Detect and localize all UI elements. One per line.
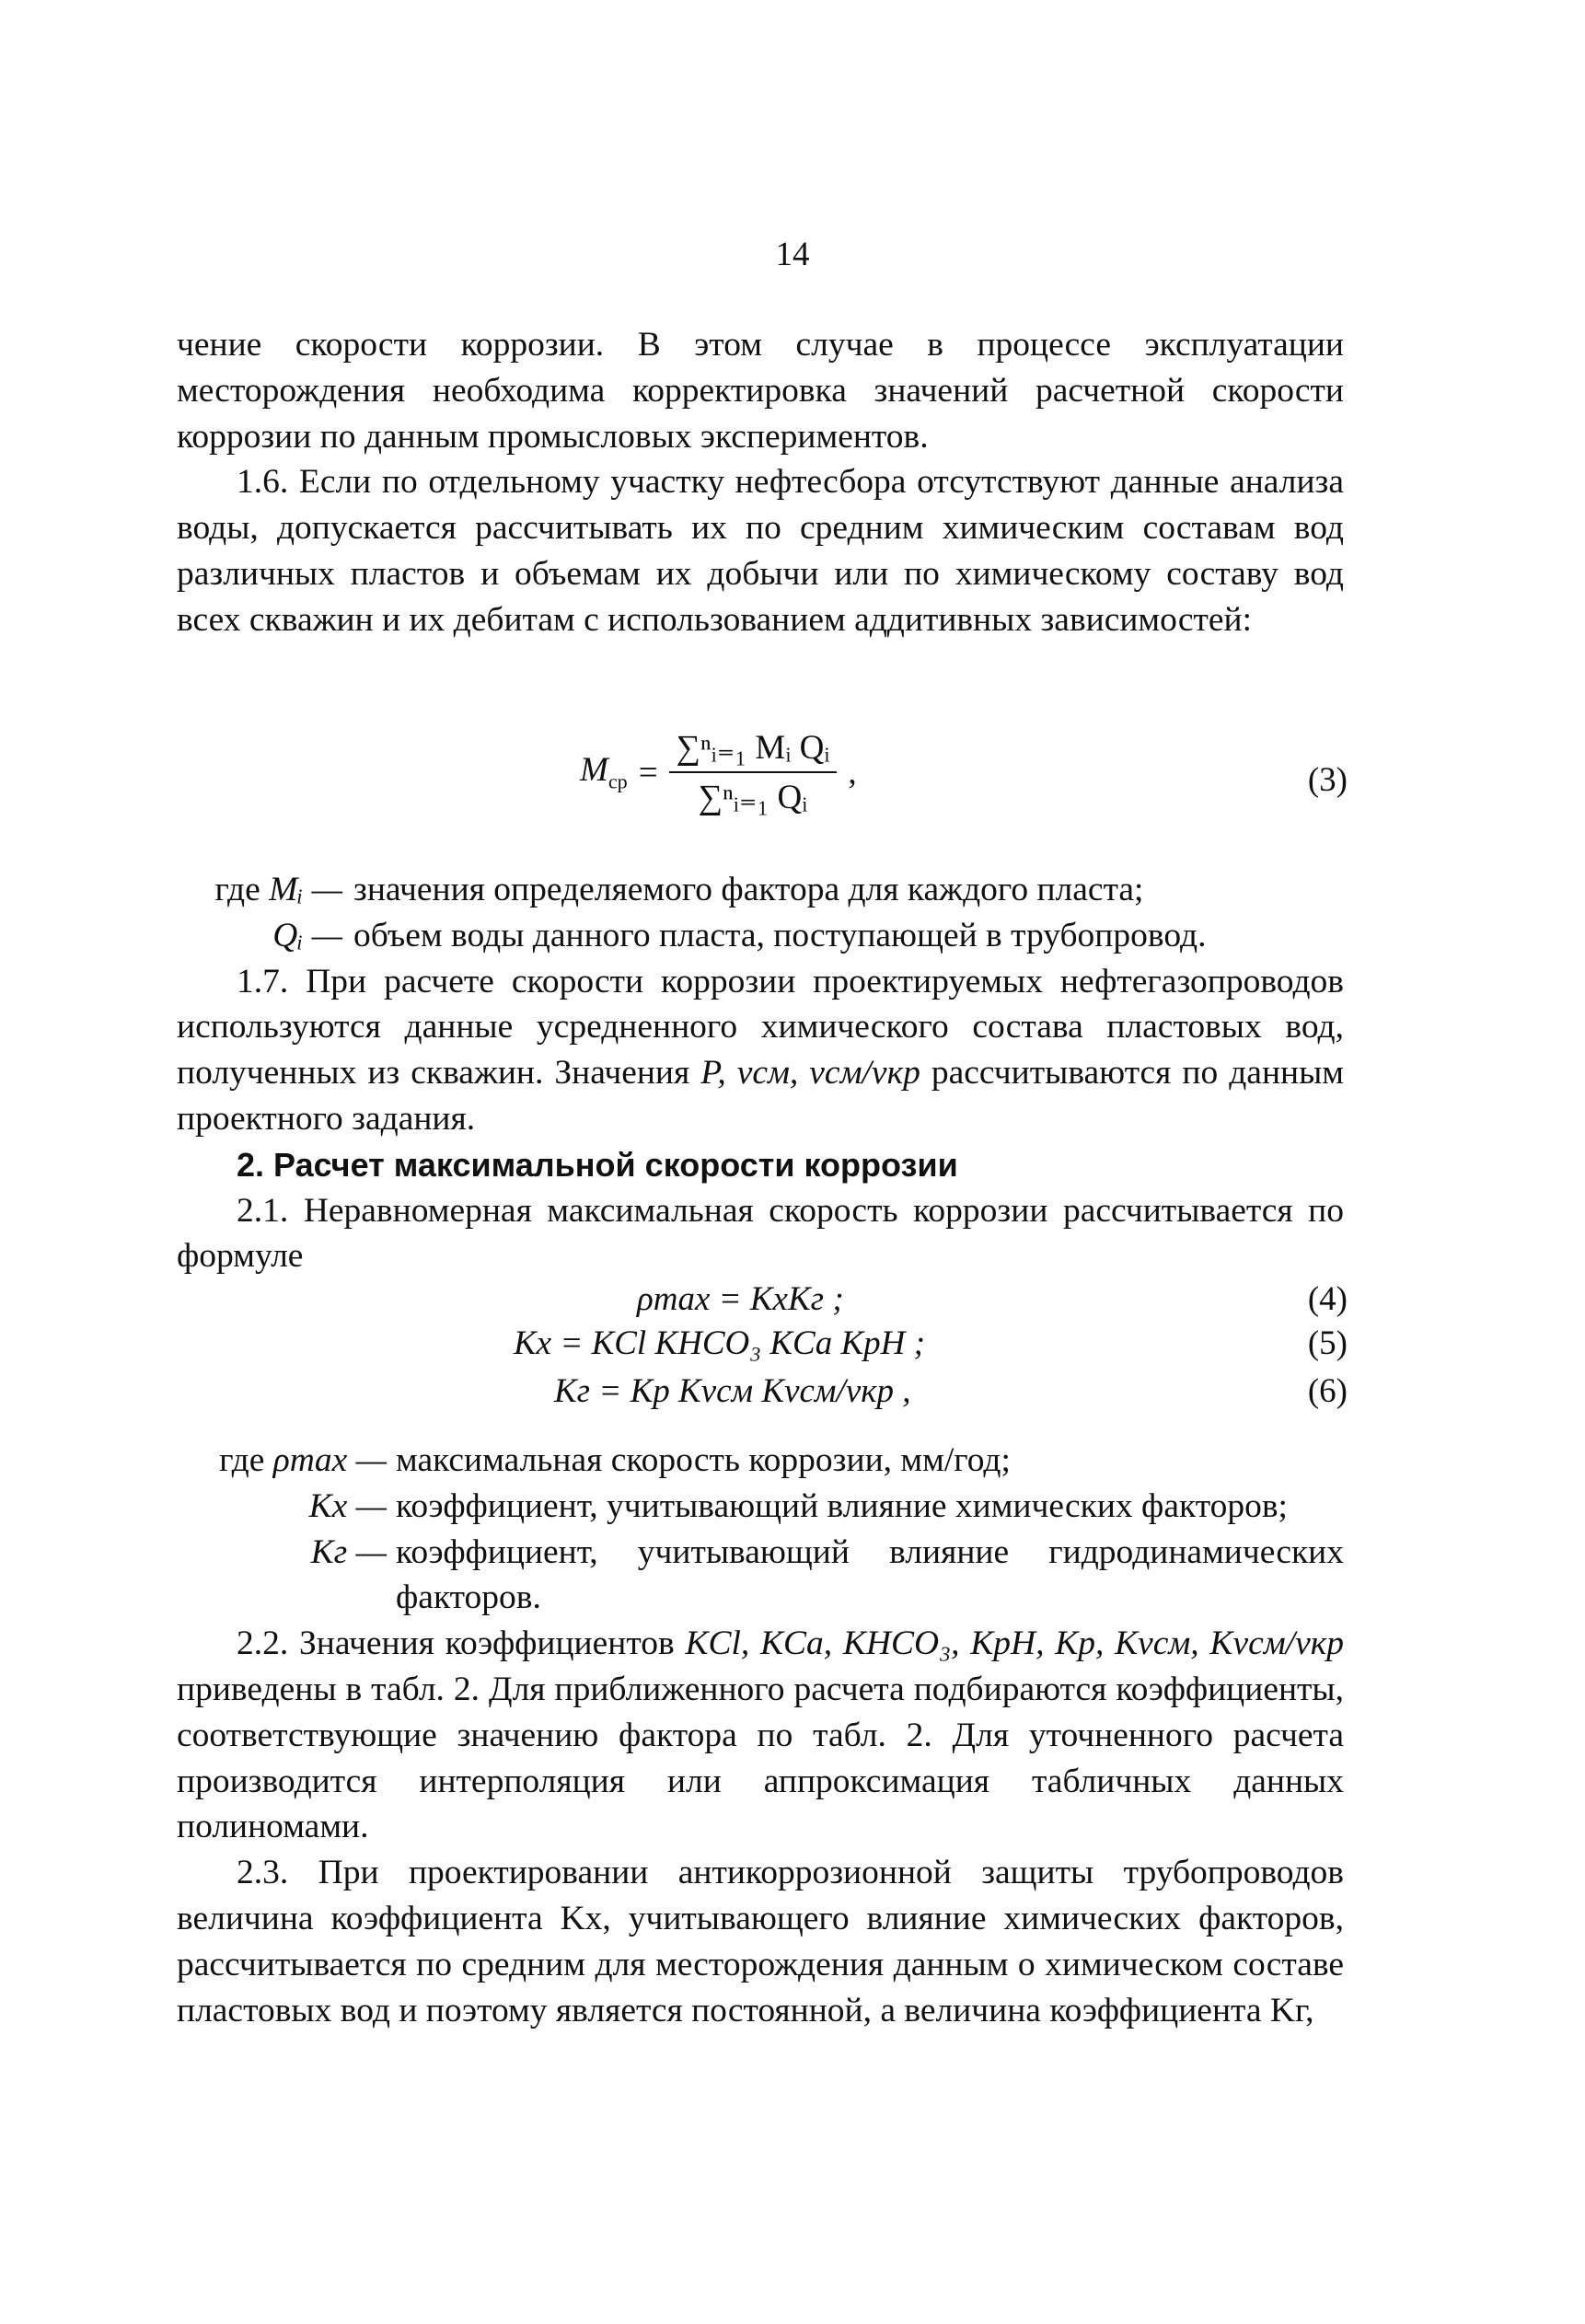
paragraph-text: приведены в табл. 2. Для приближенного расчета подбираются коэффициенты, соответствующие значению фактора по табл. 2. Для уточненного расчета производится интерполяция или аппроксимация табличных данных полиномами. [177, 1670, 1344, 1846]
text-block-top [177, 322, 1344, 643]
definition-symbol: Kх — [308, 1486, 387, 1525]
paragraph-number: 2.3. [237, 1854, 289, 1892]
definition-m [177, 867, 1344, 913]
page-number: 14 [775, 236, 810, 273]
definition-text: объем воды данного пласта, поступающей в трубопровод. [353, 916, 1207, 954]
paragraph-text: При расчете скорости коррозии проектируемых нефтегазопроводов используются данные усредненного химического состава пластовых вод, полученных из скважин. Значения [177, 962, 1345, 1093]
paragraph-text-tail: рассчитываются по данным проектного задания. [177, 1054, 1345, 1138]
definition-kg [177, 1530, 1344, 1622]
paragraph-2-2 [177, 1621, 1344, 1850]
definition-symbol: Kг — [310, 1532, 387, 1571]
paragraph-number: 1.6. [237, 463, 289, 502]
formula-equals: = [638, 753, 658, 792]
paragraph-2-1 [177, 1188, 1344, 1280]
paragraph-number: 2.2. [237, 1624, 289, 1663]
paragraph-2-3 [177, 1850, 1344, 2033]
formula-text: Kг = Kр Kvсм Kvсм/vкр , [554, 1372, 911, 1410]
definition-text: значения определяемого фактора для каждого пласта; [353, 871, 1144, 908]
formula-fraction [669, 727, 838, 817]
paragraph-variables: P, vсм, vсм/vкр [700, 1054, 920, 1093]
definition-text: коэффициент, учитывающий влияние гидродинамических факторов. [396, 1532, 1344, 1617]
formula-text: ρmax = KхKг ; [637, 1280, 844, 1318]
definition-q [177, 913, 1344, 959]
formula-number: (6) [1307, 1372, 1348, 1410]
text-block-bottom [177, 1438, 1344, 2033]
paragraph-1-7 [177, 959, 1344, 1142]
section-heading: 2. Расчет максимальной скорости коррозии [237, 1145, 958, 1184]
fraction-denominator: ∑ⁿᵢ₌₁ Qᵢ [698, 779, 808, 816]
definition-rho [177, 1438, 1344, 1484]
formula-lhs: $M_{ср}$ [580, 751, 628, 793]
formula-number: (3) [1307, 761, 1348, 799]
formula-number: (4) [1307, 1280, 1348, 1318]
paragraph-lead: Значения коэффициентов [299, 1624, 675, 1663]
paragraph-1-6 [177, 459, 1344, 642]
formula-number: (5) [1307, 1324, 1348, 1362]
definition-kx [177, 1484, 1344, 1530]
formula-text: Kх = KCl KHCO₃ KCa KpH ; [514, 1324, 925, 1362]
paragraph-text: При проектировании антикоррозионной защиты трубопроводов величина коэффициента Kх, учитывающего влияние химических факторов, рассчитывается по средним для месторождения данным о химическом составе пластовых вод и поэтому является постоянной, а величина коэффициента Kг, [177, 1854, 1345, 2029]
text-block-middle [177, 867, 1344, 1279]
paragraph-variables: KCl, KCa, KHCO₃, KpH, Kр, Kvсм, Kvсм/vкр [685, 1624, 1345, 1663]
paragraph-text: Неравномерная максимальная скорость коррозии рассчитывается по формуле [177, 1191, 1344, 1276]
formula-comma: , [848, 753, 857, 792]
definition-symbol: где ρmax — [219, 1441, 387, 1479]
paragraph-continuation: чение скорости коррозии. В этом случае в процессе эксплуатации месторождения необходима корректировка значений расчетной скорости коррозии по данным промысловых экспериментов. [177, 326, 1344, 456]
paragraph-number: 1.7. [237, 962, 289, 1000]
paragraph-number: 2.1. [237, 1191, 289, 1230]
paragraph-text: Если по отдельному участку нефтесбора отсутствуют данные анализа воды, допускается рассчитывать их по средним химическим составам вод различных пластов и объемам их добычи или по химическому составу вод всех скважин и их дебитам с использованием аддитивных зависимостей: [177, 463, 1344, 639]
definition-text: максимальная скорость коррозии, мм/год; [396, 1441, 1011, 1479]
fraction-numerator: ∑ⁿᵢ₌₁ Mᵢ Qᵢ [669, 727, 838, 773]
definition-symbol: где Mᵢ — [214, 871, 342, 908]
definition-symbol: Qᵢ — [272, 916, 342, 954]
definition-text: коэффициент, учитывающий влияние химических факторов; [396, 1486, 1288, 1525]
